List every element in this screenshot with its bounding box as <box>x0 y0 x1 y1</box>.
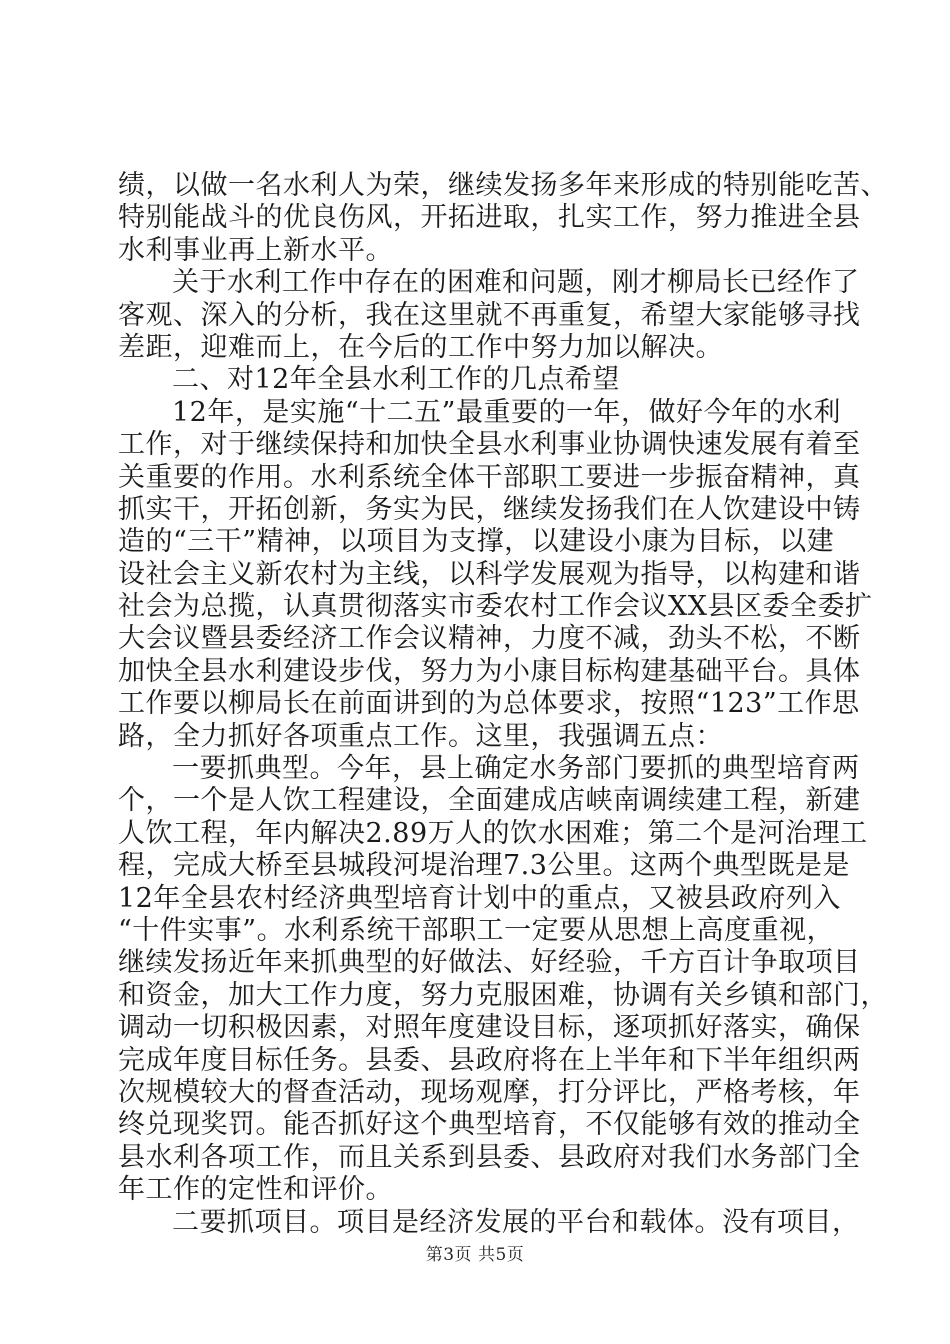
text-line: 人饮工程，年内解决2.89万人的饮水困难；第二个是河治理工 <box>118 817 868 849</box>
text-line: 调动一切积极因素，对照年度建设目标，逐项抓好落实，确保 <box>118 1012 861 1044</box>
text-line: 完成年度目标任务。县委、县政府将在上半年和下半年组织两 <box>118 1044 861 1076</box>
text-line: 12年，是实施“十二五”最重要的一年，做好今年的水利 <box>172 396 841 428</box>
text-line: 程，完成大桥至县城段河堤治理7.3公里。这两个典型既是是 <box>118 850 850 882</box>
text-line: 关于水利工作中存在的困难和问题，刚才柳局长已经作了 <box>172 267 860 299</box>
text-line: 绩，以做一名水利人为荣，继续发扬多年来形成的特别能吃苦、 <box>118 170 888 201</box>
text-line: 客观、深入的分析，我在这里就不再重复，希望大家能够寻找 <box>118 299 861 331</box>
text-line: 特别能战斗的优良伤风，开拓进取，扎实工作，努力推进全县 <box>118 202 861 234</box>
text-line: 和资金，加大工作力度，努力克服困难，协调有关乡镇和部门， <box>118 979 888 1011</box>
text-line: 12年全县农村经济典型培育计划中的重点，又被县政府列入 <box>118 882 841 914</box>
text-line: 年工作的定性和评价。 <box>118 1174 393 1206</box>
text-line: 工作，对于继续保持和加快全县水利事业协调快速发展有着至 <box>118 429 861 461</box>
text-line: 二要抓项目。项目是经济发展的平台和载体。没有项目， <box>172 1206 860 1238</box>
text-line: 二、对12年全县水利工作的几点希望 <box>172 364 620 396</box>
text-line: 终兑现奖罚。能否抓好这个典型培育，不仅能够有效的推动全 <box>118 1109 861 1141</box>
document-body <box>118 170 888 1239</box>
text-line: 水利事业再上新水平。 <box>118 234 393 266</box>
text-line: 差距，迎难而上，在今后的工作中努力加以解决。 <box>118 331 723 363</box>
text-line: 一要抓典型。今年，县上确定水务部门要抓的典型培育两 <box>172 753 860 785</box>
text-line: 路，全力抓好各项重点工作。这里，我强调五点： <box>118 720 723 752</box>
text-line: 次规模较大的督查活动，现场观摩，打分评比，严格考核，年 <box>118 1076 861 1108</box>
text-line: 县水利各项工作，而且关系到县委、县政府对我们水务部门全 <box>118 1141 861 1173</box>
text-line: 社会为总揽，认真贯彻落实市委农村工作会议XX县区委全委扩 <box>118 591 873 623</box>
text-line: 加快全县水利建设步伐，努力为小康目标构建基础平台。具体 <box>118 655 861 687</box>
text-line: 抓实干，开拓创新，务实为民，继续发扬我们在人饮建设中铸 <box>118 493 861 525</box>
page-footer: 第3页 共5页 <box>425 1245 525 1265</box>
text-line: 大会议暨县委经济工作会议精神，力度不减，劲头不松，不断 <box>118 623 861 655</box>
text-line: 设社会主义新农村为主线，以科学发展观为指导，以构建和谐 <box>118 558 861 590</box>
text-line: 继续发扬近年来抓典型的好做法、好经验，千方百计争取项目 <box>118 947 861 979</box>
text-line: 个，一个是人饮工程建设，全面建成店峡南调续建工程，新建 <box>118 785 861 817</box>
text-line: 造的“三干”精神，以项目为支撑，以建设小康为目标，以建 <box>118 526 835 558</box>
text-line: “十件实事”。水利系统干部职工一定要从思想上高度重视， <box>118 914 835 946</box>
text-line: 工作要以柳局长在前面讲到的为总体要求，按照“123”工作思 <box>118 688 860 720</box>
text-line: 关重要的作用。水利系统全体干部职工要进一步振奋精神，真 <box>118 461 861 493</box>
